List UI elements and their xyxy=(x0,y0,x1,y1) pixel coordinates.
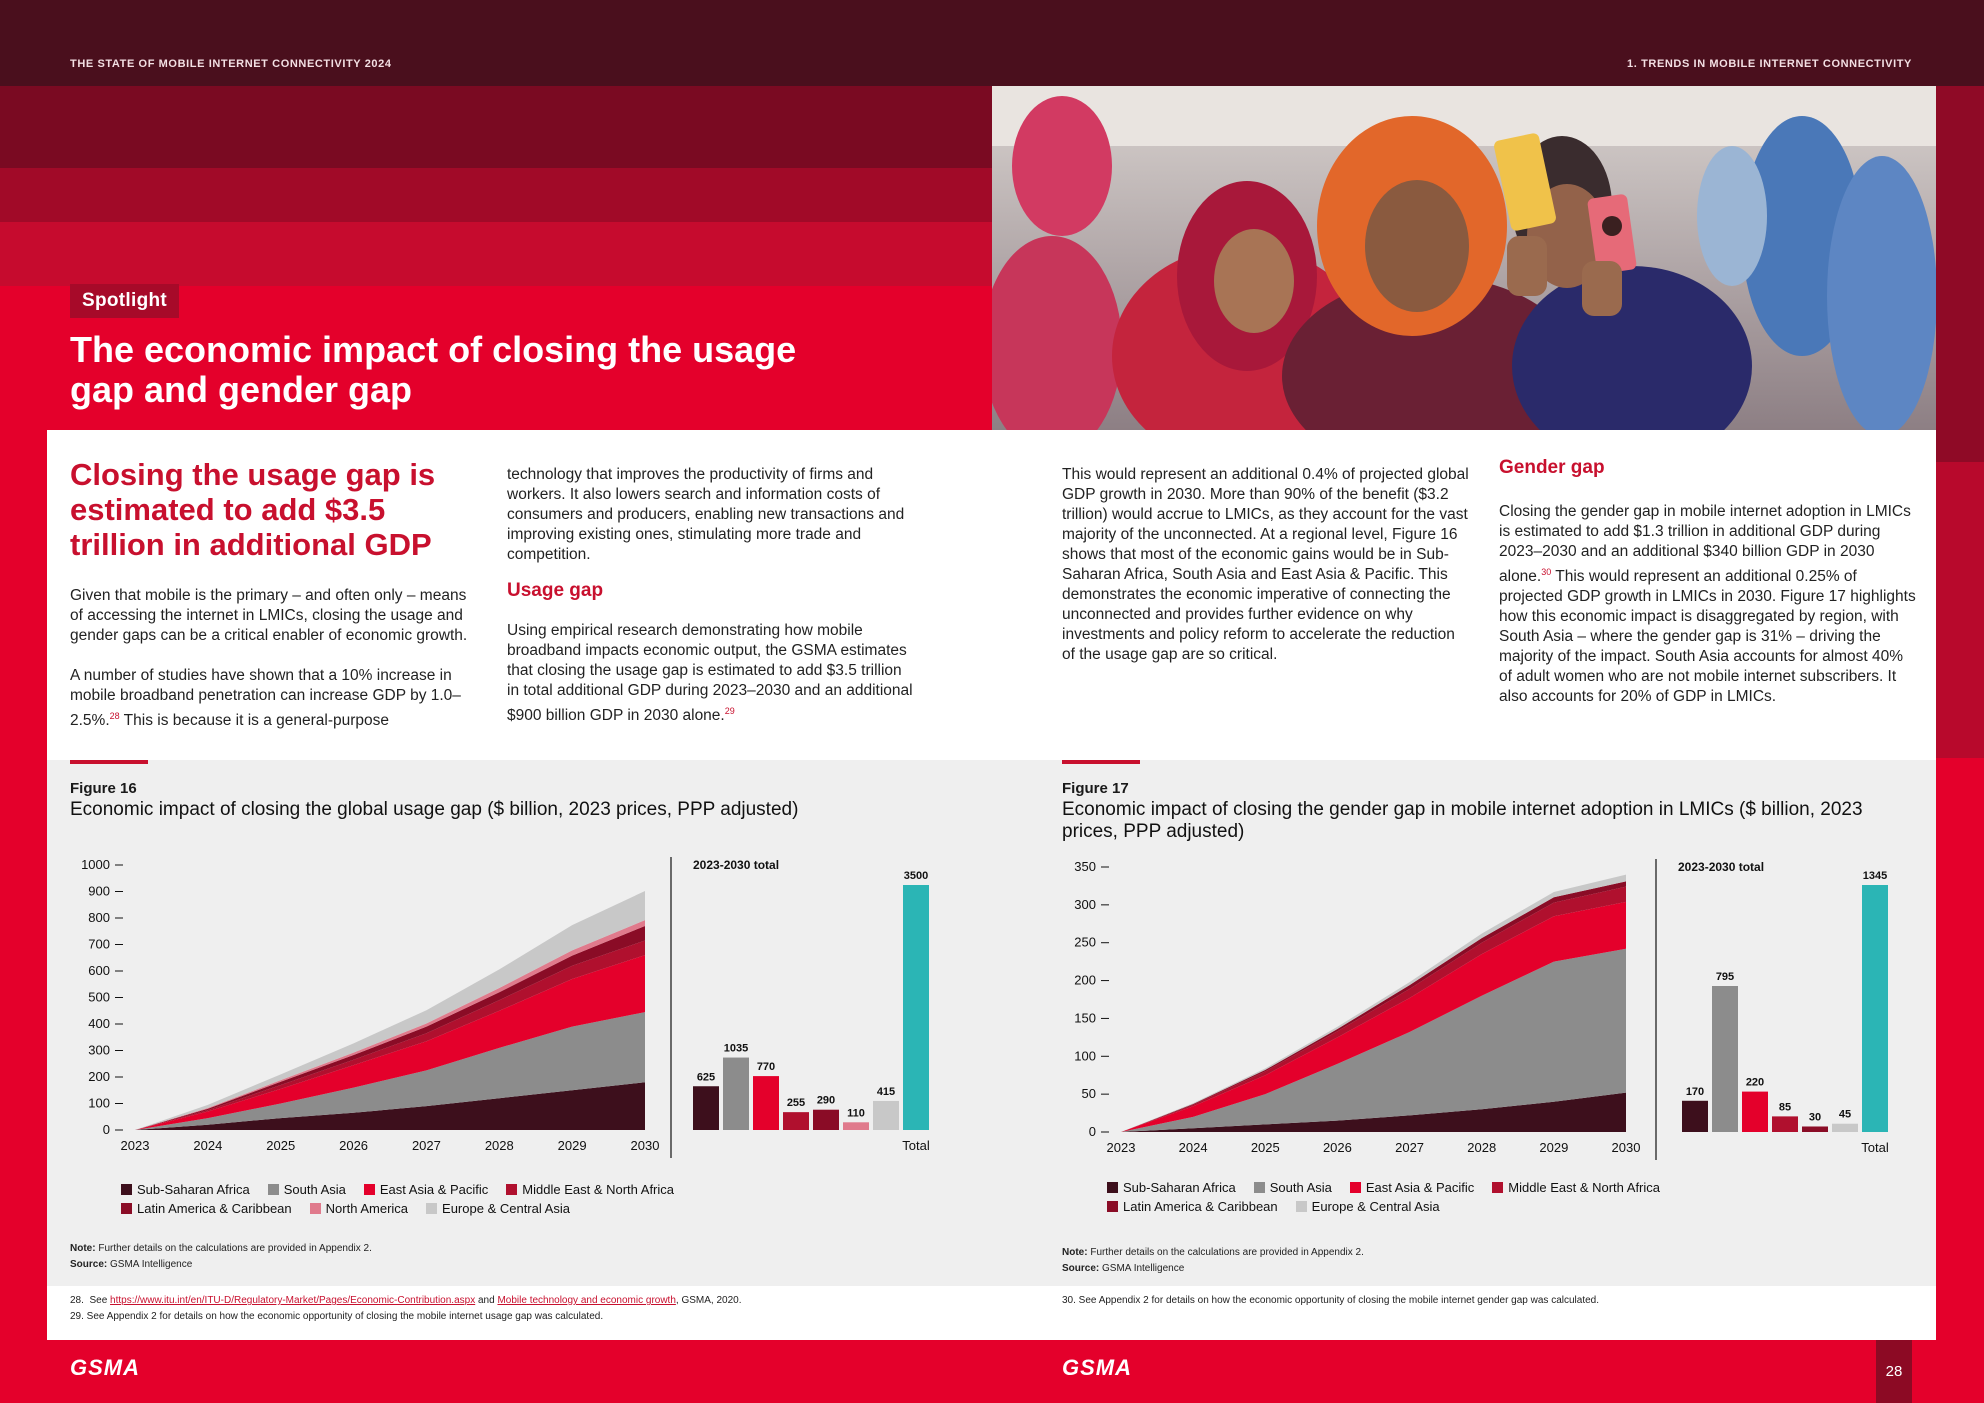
legend-label: Middle East & North Africa xyxy=(1508,1180,1661,1195)
x-tick-label: 2029 xyxy=(557,1138,587,1153)
totals-title: 2023-2030 total xyxy=(1678,860,1765,874)
paragraph xyxy=(70,666,480,731)
total-bar xyxy=(903,885,929,1130)
total-bar xyxy=(693,1086,719,1130)
legend-label: Sub-Saharan Africa xyxy=(137,1182,250,1197)
x-tick-label: 2023 xyxy=(120,1138,150,1153)
section-title: 1. TRENDS IN MOBILE INTERNET CONNECTIVITY xyxy=(1627,58,1912,70)
figure-rule xyxy=(1062,760,1140,764)
y-tick-label: 0 xyxy=(1088,1124,1096,1139)
total-bar xyxy=(723,1058,749,1130)
header-band xyxy=(0,222,992,286)
legend-label: Sub-Saharan Africa xyxy=(1123,1180,1236,1195)
header-band xyxy=(0,86,992,168)
total-bar xyxy=(1772,1116,1798,1132)
totals-title: 2023-2030 total xyxy=(693,858,780,872)
figure-16-label: Figure 16 xyxy=(70,780,137,797)
legend-label: East Asia & Pacific xyxy=(1365,1180,1475,1195)
total-bar xyxy=(1802,1126,1828,1132)
x-tick-label: 2030 xyxy=(630,1138,660,1153)
paragraph-text: Using empirical research demonstrating how mobile broadband impacts economic output, the GSMA estimates that closing the usage gap is estimated to add $3.5 trillion in total additional GDP during 2023–2030 and an additional $900 billion GDP in 2030 alone. xyxy=(507,622,913,725)
paragraph-text: Closing the gender gap in mobile internet adoption in LMICs is estimated to add $1.3 trillion in additional GDP during 2023–2030 and an additional $340 billion GDP in 2030 alone. xyxy=(1499,503,1911,586)
legend-label: South Asia xyxy=(283,1182,346,1197)
footnote-29: 29. See Appendix 2 for details on how the economic opportunity of closing the mobile internet usage gap was calculated. xyxy=(70,1311,604,1322)
legend-item xyxy=(426,1201,570,1216)
note-text: Further details on the calculations are provided in Appendix 2. xyxy=(1087,1247,1364,1258)
total-bar-label: 795 xyxy=(1715,971,1735,984)
footnote-28 xyxy=(70,1293,1000,1309)
itu-link[interactable]: https://www.itu.int/en/ITU-D/Regulatory-Market/Pages/Economic-Contribution.aspx xyxy=(110,1295,476,1306)
total-bar-label: 415 xyxy=(876,1085,896,1098)
paragraph-text: This is because it is a general-purpose xyxy=(119,712,390,730)
total-bar-label: 1035 xyxy=(723,1042,749,1055)
paragraph: technology that improves the productivity of firms and workers. It also lowers search and information costs of consumers and producers, enabling new transactions and improving existing ones, stimulating more trade and competition. xyxy=(507,466,905,563)
legend-swatch xyxy=(506,1184,517,1195)
total-bar xyxy=(873,1101,899,1130)
spotlight-badge: Spotlight xyxy=(70,284,179,318)
total-bar-label: 1345 xyxy=(1862,870,1888,882)
x-tick-label: 2027 xyxy=(1395,1140,1425,1155)
total-bar-label: 770 xyxy=(756,1061,776,1074)
legend-label: Middle East & North Africa xyxy=(522,1182,675,1197)
total-bar xyxy=(1832,1124,1858,1132)
legend-item xyxy=(1107,1180,1236,1195)
figure-16-title: Economic impact of closing the global usage gap ($ billion, 2023 prices, PPP adjusted) xyxy=(70,799,799,820)
total-bar xyxy=(1862,885,1888,1132)
figure-16-note xyxy=(70,1241,372,1273)
footnote-text: and xyxy=(475,1295,498,1306)
legend-label: East Asia & Pacific xyxy=(379,1182,489,1197)
report-title: THE STATE OF MOBILE INTERNET CONNECTIVITY 2024 xyxy=(70,58,392,70)
legend-swatch xyxy=(1107,1201,1118,1212)
x-tick-label: 2030 xyxy=(1611,1140,1641,1155)
footnote-30: 30. See Appendix 2 for details on how the economic opportunity of closing the mobile internet gender gap was calculated. xyxy=(1062,1295,1600,1306)
y-tick-label: 500 xyxy=(88,989,110,1005)
legend-item xyxy=(1492,1180,1660,1195)
legend-label: Latin America & Caribbean xyxy=(1123,1199,1278,1214)
legend-swatch xyxy=(1492,1182,1503,1193)
total-bar-label: 30 xyxy=(1808,1111,1822,1124)
footnote-ref[interactable]: 30 xyxy=(1541,567,1552,577)
legend-item xyxy=(121,1182,250,1197)
y-tick-label: 50 xyxy=(1081,1086,1096,1102)
x-tick-label: 2023 xyxy=(1106,1140,1136,1155)
header-band xyxy=(0,168,992,222)
y-tick-label: 200 xyxy=(88,1069,110,1084)
gsma-logo: GSMA xyxy=(70,1355,140,1380)
footnotes-left xyxy=(70,1293,1000,1325)
legend-swatch xyxy=(268,1184,279,1195)
figure-17-legend xyxy=(1107,1180,1787,1214)
footnote-text: , GSMA, 2020. xyxy=(675,1295,742,1306)
x-tick-label: 2025 xyxy=(266,1138,296,1153)
legend-swatch xyxy=(1107,1182,1118,1193)
legend-swatch xyxy=(121,1184,132,1195)
total-bar-label: 220 xyxy=(1745,1076,1765,1089)
total-bar xyxy=(1682,1101,1708,1132)
y-tick-label: 100 xyxy=(88,1095,110,1111)
paragraph: This would represent an additional 0.4% of projected global GDP growth in 2030. More than 90% of the benefit ($3.2 trillion) would accrue to LMICs, as they account for the vast majority of the unconnected. At a regional level, Figure 16 shows that most of the economic gains would be in Sub-Saharan Africa, South Asia and East Asia & Pacific. This demonstrates the economic imperative of connecting the unconnected and provides further evidence on why investments and policy reform to accelerate the reduction of the usage gap are so critical. xyxy=(1062,466,1469,663)
x-tick-label: 2024 xyxy=(1178,1140,1208,1155)
total-bar-label: 3500 xyxy=(903,870,929,882)
y-tick-label: 600 xyxy=(88,963,110,978)
y-tick-label: 100 xyxy=(1074,1048,1096,1064)
legend-item xyxy=(1296,1199,1440,1214)
total-bar-label: 625 xyxy=(696,1071,716,1084)
legend-item xyxy=(121,1201,292,1216)
x-tick-label: 2028 xyxy=(1467,1140,1497,1155)
x-tick-label: 2024 xyxy=(193,1138,223,1153)
legend-item xyxy=(310,1201,408,1216)
lead-heading: Closing the usage gap is estimated to add $3.5 trillion in additional GDP xyxy=(70,457,436,562)
y-tick-label: 800 xyxy=(88,910,110,925)
y-tick-label: 900 xyxy=(88,883,110,899)
legend-swatch xyxy=(364,1184,375,1195)
x-tick-label: 2027 xyxy=(411,1138,441,1153)
total-bar xyxy=(1742,1092,1768,1132)
column-1 xyxy=(70,457,480,731)
legend-swatch xyxy=(426,1203,437,1214)
gender-gap-heading: Gender gap xyxy=(1499,457,1605,478)
y-tick-label: 400 xyxy=(88,1016,110,1031)
gsma-logo: GSMA xyxy=(1062,1355,1132,1380)
source-label: Source: xyxy=(70,1259,108,1270)
legend-label: South Asia xyxy=(1269,1180,1332,1195)
figure-17-note xyxy=(1062,1245,1364,1277)
total-bar xyxy=(813,1110,839,1130)
footnote-text: See xyxy=(89,1295,111,1306)
edge-strip xyxy=(1936,86,1984,462)
x-tick-label: 2026 xyxy=(339,1138,369,1153)
total-bar-label: 170 xyxy=(1685,1085,1705,1098)
x-tick-label: 2025 xyxy=(1250,1140,1280,1155)
page-title: The economic impact of closing the usage gap and gender gap xyxy=(70,329,797,410)
source-text: GSMA Intelligence xyxy=(1099,1263,1185,1274)
legend-swatch xyxy=(1254,1182,1265,1193)
total-bar-label: 110 xyxy=(847,1107,865,1120)
footnote-ref[interactable]: 28 xyxy=(109,711,120,721)
note-line xyxy=(70,1241,372,1257)
y-tick-label: 250 xyxy=(1074,934,1096,950)
note-label: Note: xyxy=(1062,1247,1088,1258)
footnote-ref[interactable]: 29 xyxy=(724,706,735,716)
column-3 xyxy=(1062,465,1472,665)
total-bar xyxy=(1712,986,1738,1132)
legend-swatch xyxy=(310,1203,321,1214)
paragraph-text: This would represent an additional 0.25% of projected GDP growth in LMICs in 2030. Figure 17 highlights how this economic impact is disaggregated by region, with South Asia – where the gender gap is 31% – driving the majority of the impact. South Asia accounts for almost 40% of adult women who are not mobile internet subscribers. It also accounts for 20% of GDP in LMICs. xyxy=(1499,568,1916,706)
figure-17-title: Economic impact of closing the gender gap in mobile internet adoption in LMICs ($ billion, 2023 prices, PPP adjusted) xyxy=(1062,799,1863,842)
legend-label: Europe & Central Asia xyxy=(442,1201,570,1216)
note-label: Note: xyxy=(70,1243,96,1254)
y-tick-label: 150 xyxy=(1074,1010,1096,1026)
source-line xyxy=(70,1257,372,1273)
y-tick-label: 1000 xyxy=(81,857,110,872)
figure-16-chart xyxy=(60,850,960,1160)
legend-item xyxy=(364,1182,488,1197)
paragraph-text: A number of studies have shown that a 10% increase in mobile broadband penetration can increase GDP by 1.0–2.5%. xyxy=(70,667,461,730)
legend-label: Latin America & Caribbean xyxy=(137,1201,292,1216)
gsma-report-link[interactable]: Mobile technology and economic growth xyxy=(497,1295,676,1306)
legend-item xyxy=(1107,1199,1278,1214)
total-bar-label: 45 xyxy=(1838,1108,1852,1121)
column-2 xyxy=(507,465,917,726)
y-tick-label: 0 xyxy=(102,1122,110,1137)
source-label: Source: xyxy=(1062,1263,1100,1274)
y-tick-label: 200 xyxy=(1074,972,1096,988)
source-line xyxy=(1062,1261,1364,1277)
paragraph xyxy=(1499,502,1919,707)
y-tick-label: 300 xyxy=(88,1042,110,1058)
edge-strip xyxy=(1936,462,1984,758)
footnotes-right xyxy=(1062,1293,1922,1309)
usage-gap-heading: Usage gap xyxy=(507,580,604,601)
top-bar xyxy=(0,0,1984,86)
figure-16-legend xyxy=(121,1182,801,1216)
x-tick-label: 2028 xyxy=(484,1138,514,1153)
figure-17-chart xyxy=(1052,850,1932,1160)
paragraph: Given that mobile is the primary – and often only – means of accessing the internet in LMICs, closing the usage and gender gaps can be a critical enabler of economic growth. xyxy=(70,587,468,644)
hero-photo xyxy=(992,86,1936,430)
column-4 xyxy=(1499,458,1919,707)
figure-17-label: Figure 17 xyxy=(1062,780,1129,797)
x-tick-label: 2026 xyxy=(1322,1140,1352,1155)
legend-swatch xyxy=(121,1203,132,1214)
total-bar xyxy=(753,1076,779,1130)
note-text: Further details on the calculations are provided in Appendix 2. xyxy=(95,1243,372,1254)
x-tick-label: 2029 xyxy=(1539,1140,1569,1155)
footnote-number: 28. xyxy=(70,1295,84,1306)
paragraph xyxy=(507,621,917,726)
figure-rule xyxy=(70,760,148,764)
page-number: 28 xyxy=(1876,1340,1912,1403)
y-tick-label: 300 xyxy=(1074,896,1096,912)
legend-swatch xyxy=(1296,1201,1307,1212)
total-bar-label: 255 xyxy=(786,1097,806,1110)
legend-item xyxy=(506,1182,674,1197)
total-axis-label: Total xyxy=(902,1138,930,1153)
total-bar-label: 85 xyxy=(1778,1101,1792,1114)
note-line xyxy=(1062,1245,1364,1261)
total-bar xyxy=(783,1112,809,1130)
legend-item xyxy=(1254,1180,1332,1195)
legend-label: North America xyxy=(325,1201,409,1216)
legend-item xyxy=(268,1182,346,1197)
legend-item xyxy=(1350,1180,1474,1195)
y-tick-label: 350 xyxy=(1074,859,1096,874)
y-tick-label: 700 xyxy=(88,936,110,952)
legend-label: Europe & Central Asia xyxy=(1311,1199,1440,1214)
total-axis-label: Total xyxy=(1861,1140,1889,1155)
total-bar-label: 290 xyxy=(816,1094,836,1107)
legend-swatch xyxy=(1350,1182,1361,1193)
hero-photo-illustration xyxy=(992,86,1936,430)
source-text: GSMA Intelligence xyxy=(107,1259,193,1270)
total-bar xyxy=(843,1122,869,1130)
